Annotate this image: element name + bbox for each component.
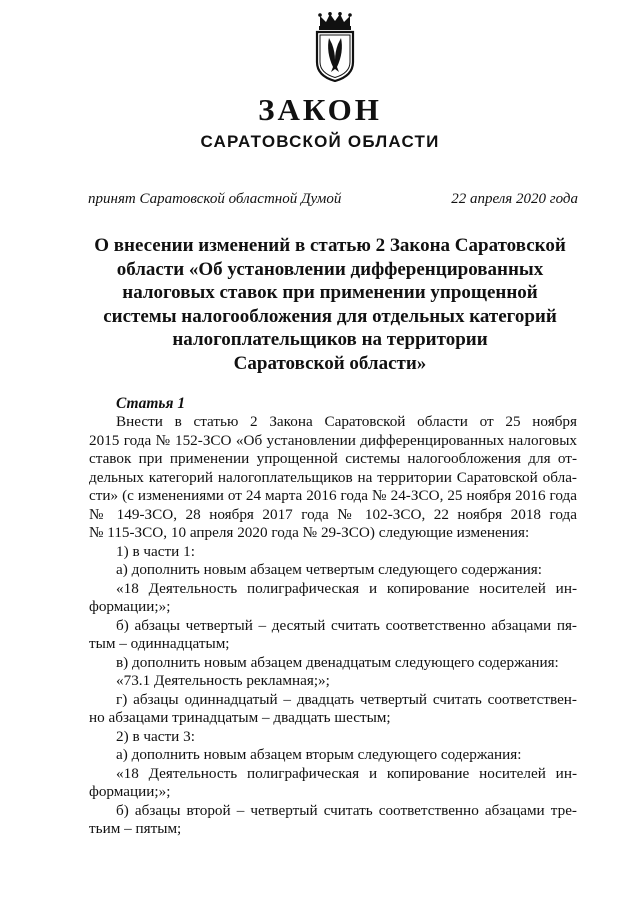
body-line: формации;»; [89,783,171,800]
body-line: но абзацами тринадцатым – двадцать шестым; [89,709,391,726]
body-line: г) абзацы одиннадцатый – двадцать четвертый считать соответствен- [116,690,577,708]
saratov-coat-of-arms-icon [312,12,358,82]
body-line: «18 Деятельность полиграфическая и копирование носителей ин- [116,764,577,782]
adopted-by: принят Саратовской областной Думой [88,191,342,207]
region-name: САРАТОВСКОЙ ОБЛАСТИ [200,132,440,151]
document-title [80,234,580,375]
body-line: № 115-ЗСО, 10 апреля 2020 года № 29-ЗСО) следующие изменения: [89,524,530,541]
body-line: формации;»; [89,598,171,615]
adoption-date: 22 апреля 2020 года [451,191,578,207]
body-line: «73.1 Деятельность рекламная;»; [116,672,330,689]
body-line: ставок при применении упрощенной системы налогообложения для от- [89,450,577,467]
title-line: О внесении изменений в статью 2 Закона Саратовской [94,235,566,256]
body-line: 1) в части 1: [116,542,195,560]
title-line: налогоплательщиков на территории [172,329,488,350]
body-line: б) абзацы второй – четвертый считать соответственно абзацами тре- [116,801,577,819]
article-heading: Статья 1 [116,395,186,412]
body-line: а) дополнить новым абзацем четвертым следующего содержания: [116,561,542,578]
body-line: сти» (с изменениями от 24 марта 2016 года № 24-ЗСО, 25 ноября 2016 года [89,487,577,504]
body-line: б) абзацы четвертый – десятый считать соответственно абзацами пя- [116,616,577,634]
body-line: 2015 года № 152-ЗСО «Об установлении дифференцированных налоговых [89,431,577,449]
body-line: дельных категорий налогоплательщиков на территории Саратовской обла- [89,468,577,486]
body-line: 2) в части 3: [116,727,195,745]
law-title: ЗАКОН [258,92,382,127]
body-line: № 149-ЗСО, 28 ноября 2017 года № 102-ЗСО, 22 ноября 2018 года [89,505,577,523]
title-line: налоговых ставок при применении упрощенной [122,282,538,303]
body-line: в) дополнить новым абзацем двенадцатым следующего содержания: [116,653,559,671]
body-line: а) дополнить новым абзацем вторым следующего содержания: [116,746,522,763]
body-line: «18 Деятельность полиграфическая и копирование носителей ин- [116,579,577,597]
title-line: Саратовской области» [233,352,427,374]
body-line: Внести в статью 2 Закона Саратовской области от 25 ноября [116,413,577,430]
article-body [89,413,577,839]
body-line: тьим – пятым; [89,820,182,837]
body-line: тым – одиннадцатым; [89,635,230,652]
title-line: области «Об установлении дифференцированных [116,258,544,280]
title-line: системы налогообложения для отдельных категорий [103,305,557,327]
